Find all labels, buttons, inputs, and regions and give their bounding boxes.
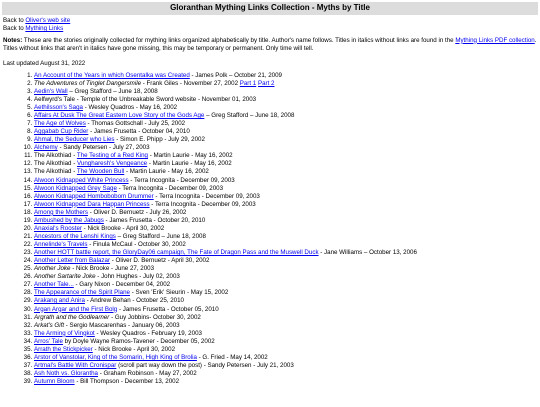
myth-list-item bbox=[34, 128, 540, 136]
myth-title-link[interactable]: Alwoon Kidnapped Grey Sage bbox=[34, 184, 117, 192]
myth-detail-text: - Martin Laurie - May 16, 2002 bbox=[147, 152, 233, 160]
myth-title-italic: Another Sartarite Joke bbox=[34, 273, 96, 281]
myth-detail-text: - Wesley Quadros - February 19, 2003 bbox=[94, 329, 202, 337]
notes-text: . Titles without links that aren't in italics have gone missing, this may be temporary or permanent. Only time will tell. bbox=[3, 36, 537, 52]
myth-list-item bbox=[34, 265, 540, 273]
myth-list-item bbox=[34, 249, 540, 257]
myth-title-link[interactable]: The Arming of Vingkot bbox=[34, 329, 95, 337]
myth-title-link[interactable]: Arstor of Vanstolar, King of the Somarin, High King of Brolia bbox=[34, 353, 197, 361]
myth-list-item bbox=[34, 152, 540, 160]
myth-list-item bbox=[34, 120, 540, 128]
myth-detail-text: - Guy Jobbins- October 30, 2002 bbox=[109, 313, 201, 321]
myth-list-item bbox=[34, 330, 540, 338]
myth-title-link[interactable]: Anaxial's Rooster bbox=[34, 224, 82, 232]
myth-title-link[interactable]: Another Tale... bbox=[34, 281, 74, 289]
myth-title-link[interactable]: Ash Noth vs. Glorantha bbox=[34, 370, 98, 378]
myth-title-link[interactable]: Another HOTT battle report, the GloryDay06 campaign, The Fate of Dragon Pass and the Muswell Duck bbox=[34, 249, 319, 257]
myth-title-link[interactable]: The Wooden Bull bbox=[76, 168, 125, 176]
myth-list-item bbox=[34, 177, 540, 185]
myth-list-item bbox=[34, 168, 540, 176]
myth-title-link[interactable]: Part 2 bbox=[257, 79, 275, 87]
myth-list-item bbox=[34, 346, 540, 354]
myth-detail-text: - James Polk – October 21, 2009 bbox=[189, 71, 282, 79]
myth-detail-text: – Greg Stafford – June 18, 2008 bbox=[204, 112, 295, 120]
myth-detail-text: - John Hughes - July 02, 2003 bbox=[95, 273, 180, 281]
myth-list-item bbox=[34, 241, 540, 249]
myth-detail-text: The Alkothiad - bbox=[34, 152, 77, 160]
myth-title-link[interactable]: Alchemy bbox=[34, 144, 58, 152]
myth-detail-text: - Oliver D. Bernuetz - April 30, 2002 bbox=[110, 257, 210, 265]
myth-title-link[interactable]: Among the Mothers bbox=[34, 208, 88, 216]
myth-detail-text: - Nick Brooke - April 30, 2002 bbox=[81, 224, 165, 232]
myth-detail-text: - Frank Giles - November 27, 2002 bbox=[141, 79, 240, 87]
myth-detail-text: The Alkothiad - bbox=[34, 168, 77, 176]
myth-detail-text: (scroll part way down the post) - Sandy Petersen - July 21, 2003 bbox=[116, 361, 294, 369]
myth-list-item bbox=[34, 217, 540, 225]
myth-detail-text: – Greg Stafford – June 18, 2008 bbox=[115, 232, 206, 240]
myth-detail-text: - Terra Incognita - December 09, 2003 bbox=[128, 176, 235, 184]
myth-list-item bbox=[34, 370, 540, 378]
myth-title-link[interactable]: Artmal's Battle With Cronispar bbox=[34, 361, 117, 369]
myth-title-link[interactable]: Aggabab Cup Rider bbox=[34, 128, 89, 136]
myth-list-item bbox=[34, 362, 540, 370]
myth-list-item bbox=[34, 209, 540, 217]
myth-list-item bbox=[34, 112, 540, 120]
myth-title-link[interactable]: Ahmal, the Seducer who Lies bbox=[34, 136, 115, 144]
myth-list-item bbox=[34, 338, 540, 346]
myth-list-item bbox=[34, 289, 540, 297]
myth-detail-text: - Terra Incognita - December 09, 2003 bbox=[149, 200, 256, 208]
myth-title-link[interactable]: Ambushed by the Jabugs bbox=[34, 216, 104, 224]
notes-label: Notes: bbox=[3, 36, 23, 44]
myth-title-link[interactable]: Aethilsson's Saga bbox=[34, 103, 83, 111]
myth-detail-text: - Nick Brooke - April 30, 2002 bbox=[92, 345, 176, 353]
myth-title-link[interactable]: Ancestors of the Lenshi Kings bbox=[34, 232, 116, 240]
last-updated: Last updated August 31, 2022 bbox=[3, 59, 86, 67]
myth-list-item bbox=[34, 80, 540, 88]
myth-list-item bbox=[34, 257, 540, 265]
myth-list-item bbox=[34, 160, 540, 168]
myth-detail-text: - Oliver D. Bernuetz - July 26, 2002 bbox=[88, 208, 187, 216]
back-link-row bbox=[3, 17, 540, 25]
myth-list-item bbox=[34, 322, 540, 330]
myth-detail-text: - G. Fried - May 14, 2002 bbox=[196, 353, 268, 361]
myth-title-italic: Argrath and the Godlearner bbox=[34, 313, 110, 321]
myth-list-item bbox=[34, 88, 540, 96]
myth-title-link[interactable]: The Appearance of the Spirit Plane bbox=[34, 289, 130, 297]
myth-list-item bbox=[34, 314, 540, 322]
myth-detail-text: - James Frusetta - October 04, 2010 bbox=[88, 128, 190, 136]
myth-title-italic: Another Joke bbox=[34, 265, 71, 273]
back-prefix: Back to bbox=[3, 17, 26, 25]
myth-detail-text: - Simon E. Phipp - July 29, 2002 bbox=[114, 136, 205, 144]
myth-title-link[interactable]: Another Letter from Balazar bbox=[34, 257, 111, 265]
myth-title-link[interactable]: Arakang and Anira bbox=[34, 297, 85, 305]
back-link-row bbox=[3, 25, 540, 33]
myth-list-item bbox=[34, 273, 540, 281]
myth-list-item bbox=[34, 72, 540, 80]
myth-detail-text: - Nick Brooke - June 27, 2003 bbox=[70, 265, 155, 273]
myth-detail-text: - Bill Thompson - December 13, 2002 bbox=[74, 378, 180, 386]
myth-title-link[interactable]: Arros' Tale bbox=[34, 337, 63, 345]
myth-detail-text: - Sven 'Erik' Sieurin - May 15, 2002 bbox=[129, 289, 229, 297]
back-links bbox=[0, 17, 540, 33]
myth-title-link[interactable]: Vungharesh's Vengeance bbox=[77, 160, 148, 168]
myth-title-link[interactable]: Alwoon Kidnapped Dara Happan Princess bbox=[34, 200, 150, 208]
myth-list bbox=[0, 72, 540, 386]
myth-detail-text: - Terra Incognita - December 09, 2003 bbox=[116, 184, 224, 192]
myth-list-item bbox=[34, 185, 540, 193]
myth-detail-text: - Martin Laurie - May 16, 2002 bbox=[124, 168, 209, 176]
myth-detail-text: - Martin Laurie - May 16, 2002 bbox=[147, 160, 232, 168]
myth-list-item bbox=[34, 281, 540, 289]
myth-detail-text: The Alkothiad - bbox=[34, 160, 77, 168]
myth-title-link[interactable]: An Account of the Years in which Osentalka was Created bbox=[34, 71, 190, 79]
myth-title-link[interactable]: Alwoon Kidnapped White Princess bbox=[34, 176, 129, 184]
myth-detail-text: - Finula McCaul - October 30, 2002 bbox=[87, 241, 186, 249]
myth-list-item bbox=[34, 144, 540, 152]
myth-list-item bbox=[34, 354, 540, 362]
myth-detail-text: Aelfwyrd's Tale - Temple of the Unbreakable Sword website - November 01, 2003 bbox=[34, 95, 257, 103]
myth-list-item bbox=[34, 233, 540, 241]
myth-list-item bbox=[34, 225, 540, 233]
myth-title-link[interactable]: The Testing of a Red King bbox=[76, 152, 148, 160]
myth-list-item bbox=[34, 96, 540, 104]
myth-title-link[interactable]: Part 1 bbox=[239, 79, 257, 87]
myth-title-italic: The Adventures of Tinglet Dangersmile bbox=[34, 79, 142, 87]
myth-list-item bbox=[34, 306, 540, 314]
myth-detail-text: - Sergio Mascarenhas - January 06, 2003 bbox=[64, 321, 180, 329]
mything-links-link[interactable]: Mything Links bbox=[25, 25, 64, 33]
notes-paragraph bbox=[0, 34, 540, 53]
myth-list-item bbox=[34, 104, 540, 112]
myth-detail-text: - Gary Nixon - December 04, 2002 bbox=[73, 281, 171, 289]
pdf-collection-link[interactable]: Mything Links PDF collection bbox=[455, 36, 535, 44]
myth-list-item bbox=[34, 378, 540, 386]
myth-detail-text: - Jane Williams – October 13, 2006 bbox=[318, 249, 417, 257]
myth-list-item bbox=[34, 193, 540, 201]
myth-detail-text: - Thomas Gottschall - July 25, 2002 bbox=[85, 120, 186, 128]
myth-title-link[interactable]: Alwoon Kidnapped Hombobobom Drummer bbox=[34, 192, 154, 200]
myth-title-link[interactable]: Annelinde's Travels bbox=[34, 241, 88, 249]
myth-title-italic: Arkat's Gift bbox=[34, 321, 65, 329]
myth-detail-text: - Andrew Behan - October 25, 2010 bbox=[84, 297, 184, 305]
myth-detail-text: - Graham Robinson - May 27, 2002 bbox=[97, 370, 197, 378]
myth-list-item bbox=[34, 136, 540, 144]
myth-list-item bbox=[34, 297, 540, 305]
myth-title-link[interactable]: Arrath the Stickpicker bbox=[34, 345, 93, 353]
myth-title-link[interactable]: Autumn Bloom bbox=[34, 378, 75, 386]
myth-title-link[interactable]: Argan Argar and the First Bolg bbox=[34, 305, 118, 313]
myth-list-item bbox=[34, 201, 540, 209]
back-prefix: Back to bbox=[3, 25, 26, 33]
olivers-web-site-link[interactable]: Oliver's web site bbox=[25, 17, 71, 25]
notes-text: These are the stories originally collected for mything links organized alphabetically by title. Author's name follows. Titles in italics without links are found in the bbox=[22, 36, 456, 44]
myth-detail-text: - James Frusetta - October 20, 2010 bbox=[103, 216, 206, 224]
page-title: Gloranthan Mything Links Collection - Myths by Title bbox=[2, 2, 538, 15]
myth-detail-text: - Terra Incognita - December 09, 2003 bbox=[153, 192, 260, 200]
myth-detail-text: - James Frusetta - October 05, 2010 bbox=[117, 305, 219, 313]
myth-detail-text: - Sandy Petersen - July 27, 2003 bbox=[57, 144, 150, 152]
myth-title-link[interactable]: Affairs At Dusk The Great Eastern Love Story of the Gods Age bbox=[34, 112, 205, 120]
myth-title-link[interactable]: Aedin's Wall bbox=[34, 87, 68, 95]
myth-detail-text: – Greg Stafford – June 18, 2008 bbox=[67, 87, 158, 95]
myth-detail-text: by Doyle Wayne Ramos-Tavener - December 05, 2002 bbox=[62, 337, 215, 345]
myth-title-link[interactable]: The Age of Wolves bbox=[34, 120, 86, 128]
myth-detail-text: - Wesley Quadros - May 16, 2002 bbox=[83, 103, 178, 111]
